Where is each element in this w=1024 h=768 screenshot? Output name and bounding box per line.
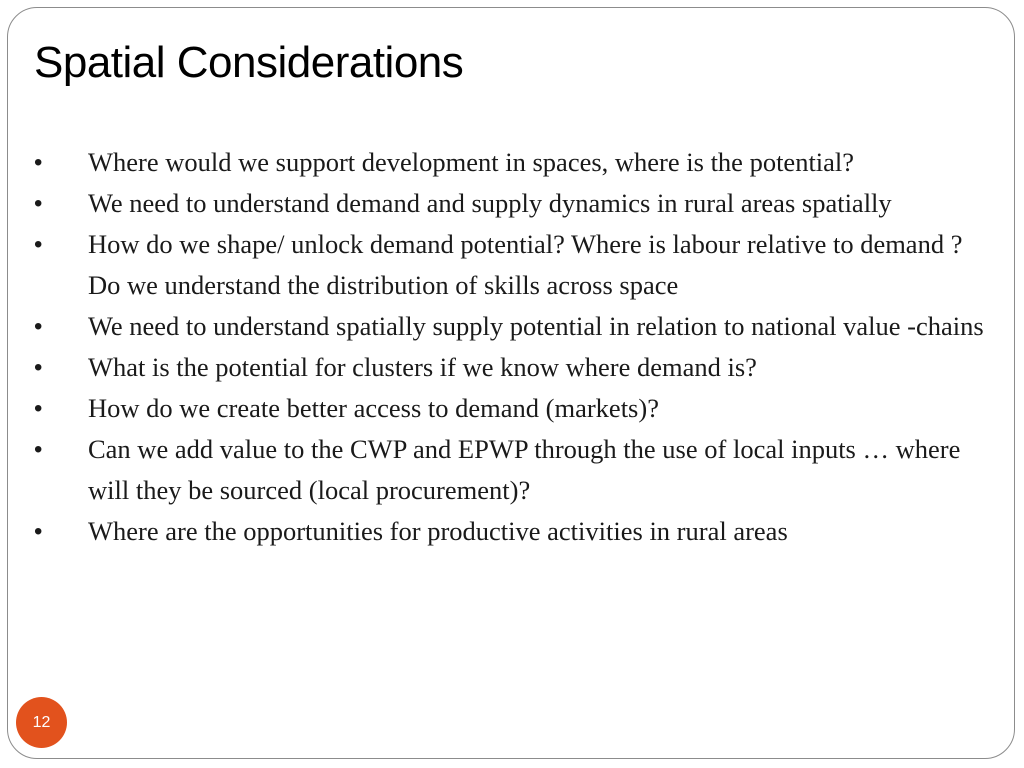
bullet-dot-icon: • <box>34 313 43 340</box>
bullet-dot-icon: • <box>34 149 43 176</box>
page-number-badge: 12 <box>16 697 67 748</box>
bullet-item <box>34 224 994 306</box>
slide-frame <box>7 7 1015 759</box>
bullet-item <box>34 511 994 552</box>
bullet-text: How do we shape/ unlock demand potential? Where is labour relative to demand ? Do we understand the distribution of skills across space <box>88 229 963 300</box>
bullet-item <box>34 347 994 388</box>
bullet-text: We need to understand spatially supply potential in relation to national value -chains <box>88 311 984 341</box>
bullet-dot-icon: • <box>34 231 43 258</box>
bullet-dot-icon: • <box>34 190 43 217</box>
bullet-dot-icon: • <box>34 436 43 463</box>
bullet-item <box>34 183 994 224</box>
bullet-item <box>34 429 994 511</box>
bullet-text: Where are the opportunities for productive activities in rural areas <box>88 516 788 546</box>
bullet-dot-icon: • <box>34 518 43 545</box>
bullet-text: Can we add value to the CWP and EPWP through the use of local inputs … where will they be sourced (local procurement)? <box>88 434 961 505</box>
bullet-item <box>34 388 994 429</box>
bullet-text: We need to understand demand and supply dynamics in rural areas spatially <box>88 188 892 218</box>
bullet-list <box>34 142 994 552</box>
slide-title: Spatial Considerations <box>34 38 464 87</box>
bullet-text: How do we create better access to demand (markets)? <box>88 393 659 423</box>
bullet-item <box>34 142 994 183</box>
bullet-dot-icon: • <box>34 395 43 422</box>
bullet-text: What is the potential for clusters if we know where demand is? <box>88 352 757 382</box>
bullet-text: Where would we support development in spaces, where is the potential? <box>88 147 855 177</box>
bullet-dot-icon: • <box>34 354 43 381</box>
bullet-item <box>34 306 994 347</box>
